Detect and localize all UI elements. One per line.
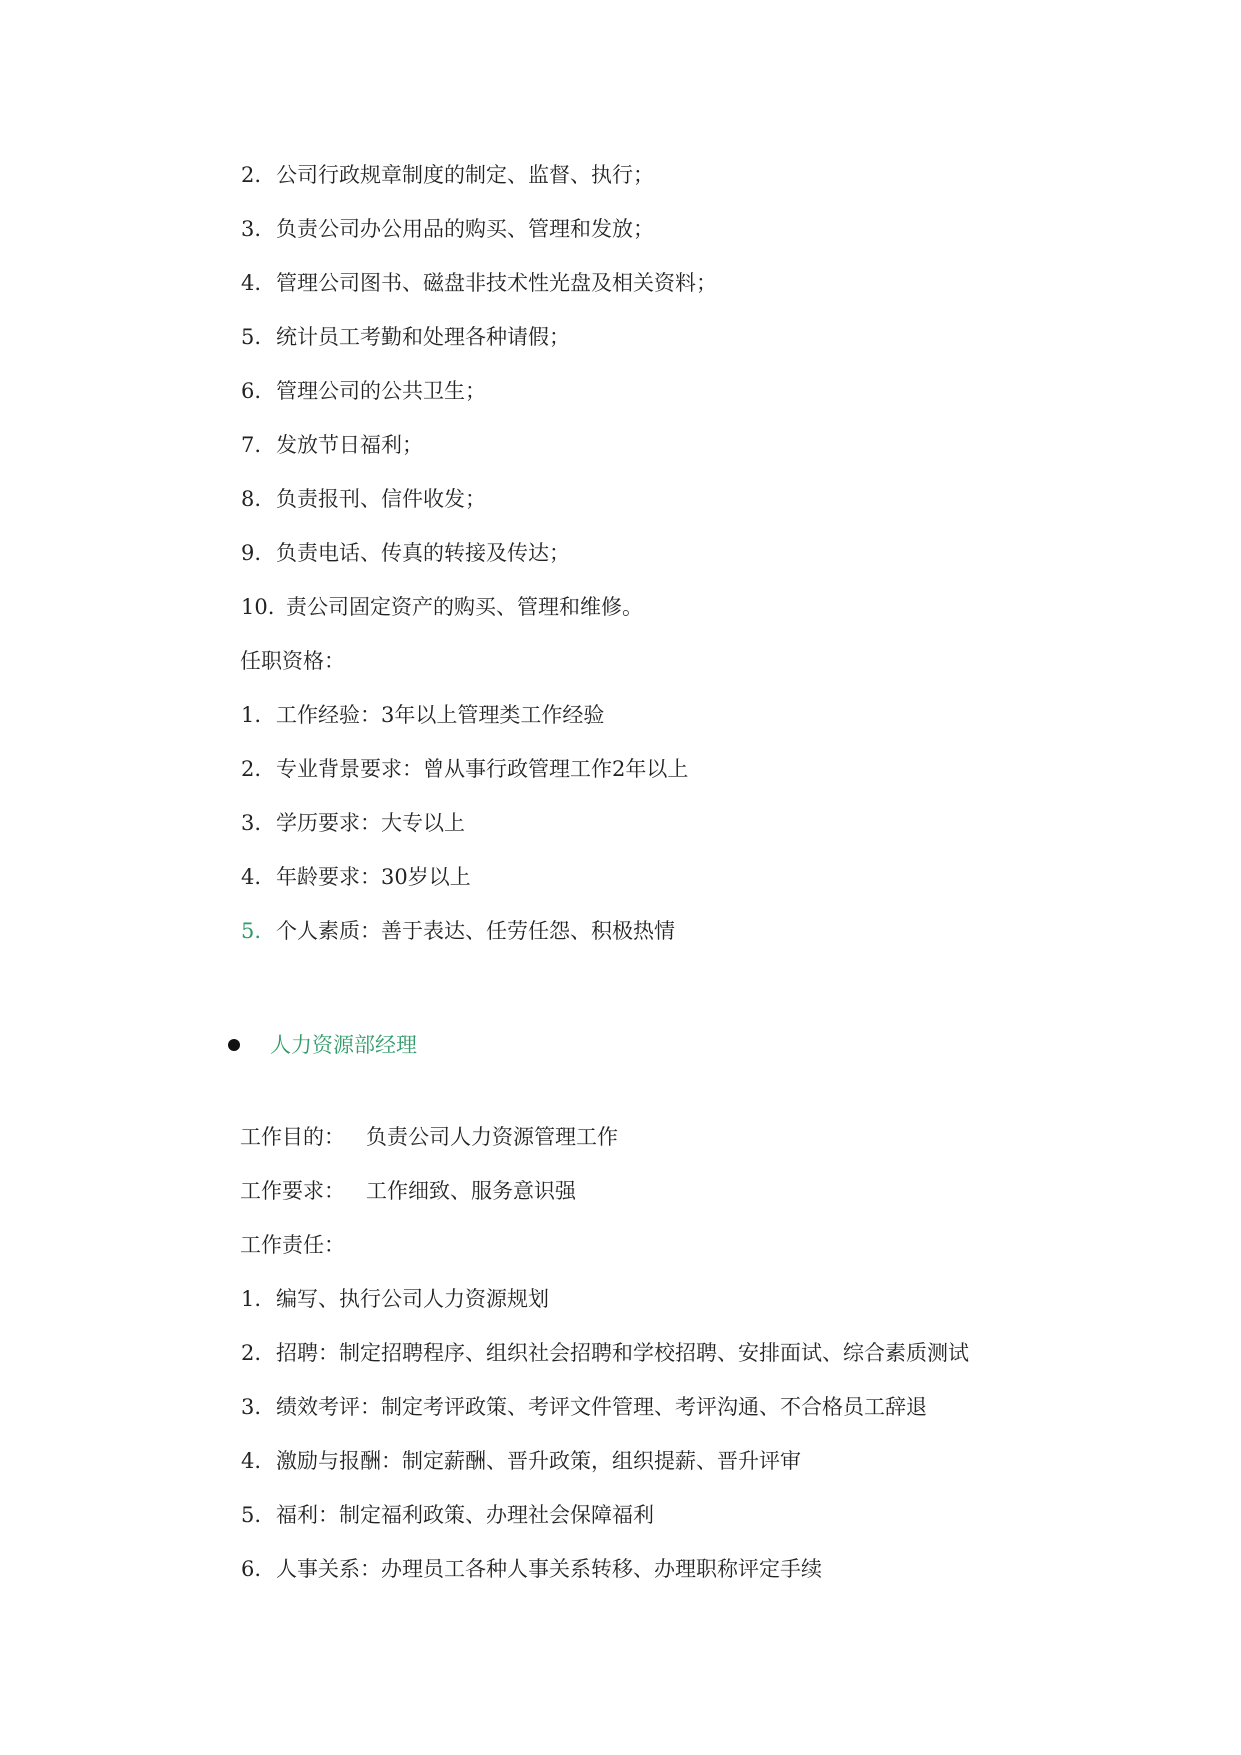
item-number: 6. [241, 379, 262, 403]
item-text: 公司行政规章制度的制定、监督、执行； [276, 163, 654, 187]
item-text: 负责电话、传真的转接及传达； [276, 541, 570, 565]
item-text: 福利：制定福利政策、办理社会保障福利 [276, 1503, 654, 1527]
item-text: 激励与报酬：制定薪酬、晋升政策，组织提薪、晋升评审 [276, 1449, 801, 1473]
item-number: 4. [241, 865, 262, 889]
item-number: 2. [241, 757, 262, 781]
item-text: 人事关系：办理员工各种人事关系转移、办理职称评定手续 [276, 1557, 822, 1581]
item-text: 负责报刊、信件收发； [276, 487, 486, 511]
item-text: 统计员工考勤和处理各种请假； [276, 325, 570, 349]
item-text: 管理公司图书、磁盘非技术性光盘及相关资料； [276, 271, 717, 295]
item-number: 3. [241, 1395, 262, 1419]
item-number: 3. [241, 217, 262, 241]
item-text: 发放节日福利； [276, 433, 423, 457]
item-number: 2. [241, 1341, 262, 1365]
item-number: 5. [241, 325, 262, 349]
item-number: 5. [241, 919, 262, 943]
item-number: 5. [241, 1503, 262, 1527]
purpose-value: 负责公司人力资源管理工作 [366, 1125, 618, 1149]
label-text: 任职资格： [240, 649, 345, 673]
item-text: 个人素质：善于表达、任劳任怨、积极热情 [276, 919, 675, 943]
item-number: 7. [241, 433, 262, 457]
item-text: 招聘：制定招聘程序、组织社会招聘和学校招聘、安排面试、综合素质测试 [276, 1341, 969, 1365]
item-number: 3. [241, 811, 262, 835]
item-number: 2. [241, 163, 262, 187]
section-heading: 人力资源部经理 [270, 1033, 417, 1057]
label-text: 工作责任： [240, 1233, 345, 1257]
item-number: 9. [241, 541, 262, 565]
item-number: 1. [241, 1287, 262, 1311]
item-number: 6. [241, 1557, 262, 1581]
item-number: 8. [241, 487, 262, 511]
item-text: 责公司固定资产的购买、管理和维修。 [286, 595, 643, 619]
requirement-label: 工作要求： [240, 1179, 345, 1203]
item-text: 编写、执行公司人力资源规划 [276, 1287, 549, 1311]
item-text: 绩效考评：制定考评政策、考评文件管理、考评沟通、不合格员工辞退 [276, 1395, 927, 1419]
item-text: 管理公司的公共卫生； [276, 379, 486, 403]
item-text: 专业背景要求：曾从事行政管理工作2年以上 [276, 757, 689, 781]
item-number: 10. [241, 595, 275, 619]
item-number: 4. [241, 1449, 262, 1473]
item-number: 1. [241, 703, 262, 727]
requirement-value: 工作细致、服务意识强 [366, 1179, 576, 1203]
bullet-icon [228, 1039, 240, 1051]
item-number: 4. [241, 271, 262, 295]
purpose-label: 工作目的： [240, 1125, 345, 1149]
item-text: 学历要求：大专以上 [276, 811, 465, 835]
item-text: 年龄要求：30岁以上 [276, 865, 471, 889]
item-text: 工作经验：3年以上管理类工作经验 [276, 703, 605, 727]
item-text: 负责公司办公用品的购买、管理和发放； [276, 217, 654, 241]
